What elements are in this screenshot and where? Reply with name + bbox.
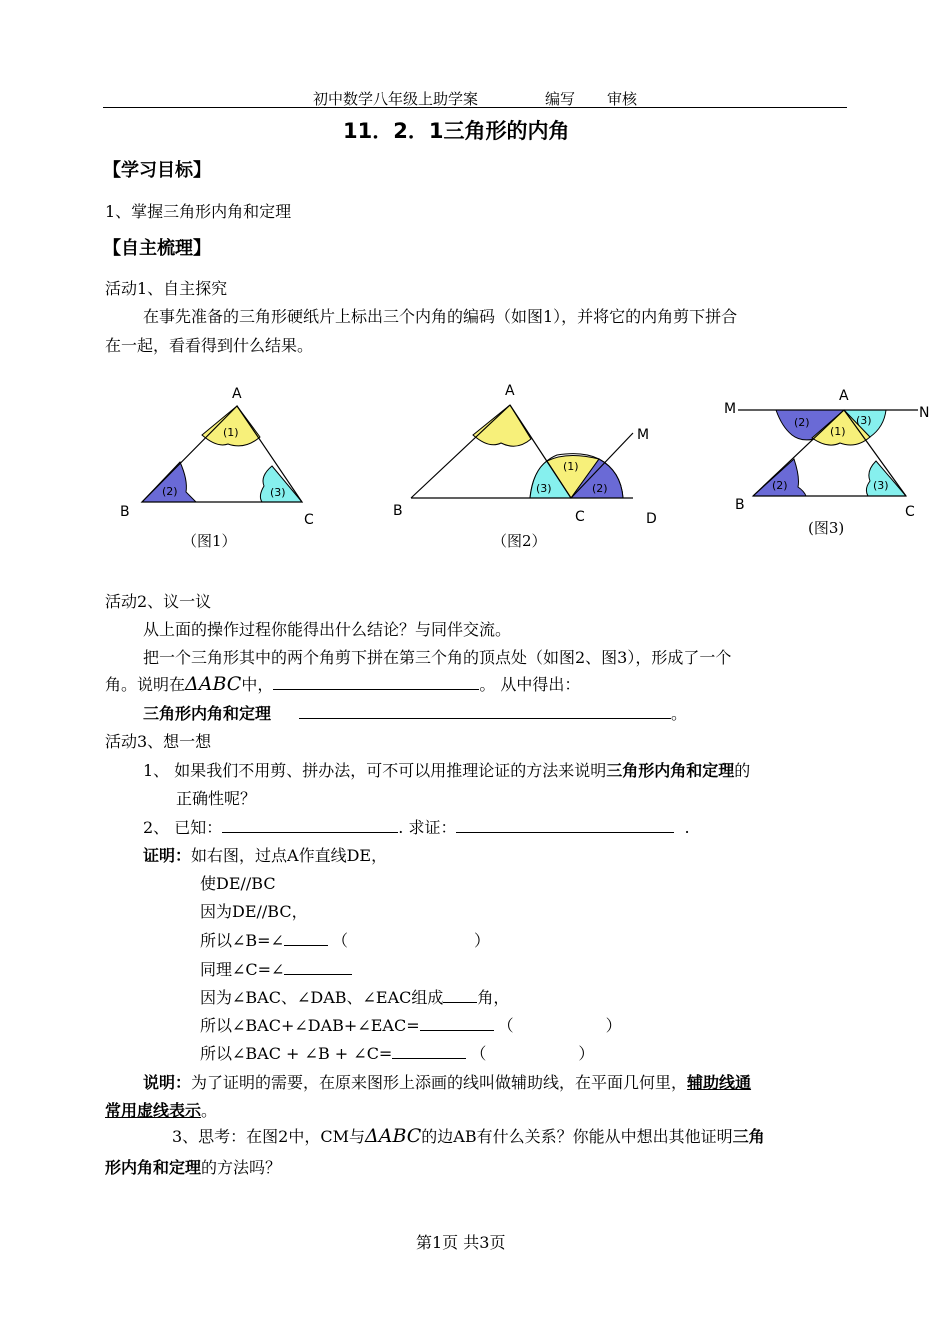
page-title: 11．2．1三角形的内角 xyxy=(343,119,570,143)
fig3-caption: (图3) xyxy=(808,519,845,537)
fig2-angle1-label: (1) xyxy=(563,460,579,473)
fig2-angle3-label: (3) xyxy=(536,482,552,495)
proof-step-6 xyxy=(200,1013,622,1036)
activity-2-heading: 活动2、议一议 xyxy=(105,592,212,611)
proof-step-3-paren-open: （ xyxy=(331,931,348,950)
fig1-caption: （图1） xyxy=(182,532,237,550)
proof-step-3-paren-close: ） xyxy=(474,931,491,950)
question-1-theorem: 三角形内角和定理 xyxy=(606,761,735,780)
proof-step-3-text: 所以∠B=∠ xyxy=(200,931,284,950)
fig3-angle3-label-top: (3) xyxy=(856,414,872,427)
fig1-label-b: B xyxy=(120,504,130,520)
fig1-label-a: A xyxy=(232,386,242,402)
figure-1 xyxy=(110,380,330,560)
fig1-angle2-label: (2) xyxy=(162,485,178,498)
proof-step-5-text: 因为∠BAC、∠DAB、∠EAC组成 xyxy=(200,988,444,1007)
proof-step-4-blank[interactable] xyxy=(284,960,352,975)
activity-1-line2: 在一起，看看得到什么结果。 xyxy=(105,336,314,355)
proof-step-7-text: 所以∠BAC + ∠B + ∠C= xyxy=(200,1044,393,1063)
question-2-end: . xyxy=(684,818,690,837)
question-1-tail: 的 xyxy=(734,761,751,780)
header-reviewer: 审核 xyxy=(607,90,638,108)
theorem-blank[interactable] xyxy=(299,704,671,719)
proof-step-4 xyxy=(200,957,352,980)
proof-step-7 xyxy=(200,1041,594,1064)
section-heading-goals: 【学习目标】 xyxy=(103,160,211,181)
fig3-label-b: B xyxy=(735,497,745,513)
activity-1-line1: 在事先准备的三角形硬纸片上标出三个内角的编码（如图1），并将它的内角剪下拼合 xyxy=(143,307,738,326)
fig2-label-d: D xyxy=(646,511,657,527)
fig3-label-n: N xyxy=(919,405,930,421)
page-footer: 第1页 共3页 xyxy=(416,1233,506,1252)
proof-step-6-blank[interactable] xyxy=(420,1016,494,1031)
question-3-end: 的方法吗？ xyxy=(201,1158,282,1177)
proof-step-3 xyxy=(200,928,490,951)
proof-step-2: 因为DE//BC， xyxy=(200,902,308,921)
fig1-label-c: C xyxy=(304,512,314,528)
fig2-line-ab xyxy=(411,405,510,498)
activity-2-line3 xyxy=(105,672,580,695)
proof-step-3-blank[interactable] xyxy=(284,931,328,946)
question-3-mid: 的边AB有什么关系？你能从中想出其他证明 xyxy=(421,1127,733,1146)
proof-step-6-paren-open: （ xyxy=(497,1016,514,1035)
activity-2-line1: 从上面的操作过程你能得出什么结论？与同伴交流。 xyxy=(143,620,512,639)
fig2-angle2-label: (2) xyxy=(592,482,608,495)
activity-2-line3-prefix: 角。说明在 xyxy=(105,675,186,694)
fig1-angle1-label: (1) xyxy=(223,426,239,439)
question-2-line xyxy=(143,815,690,838)
theorem-period: 。 xyxy=(671,704,688,723)
question-3-line2 xyxy=(105,1155,281,1178)
activity-2-line3-suffix: 。 从中得出： xyxy=(479,675,581,694)
proof-step-7-paren-open: （ xyxy=(470,1044,487,1063)
activity-2-line3-mid: 中， xyxy=(241,675,274,694)
note-label: 说明： xyxy=(143,1073,192,1092)
fig3-label-a: A xyxy=(839,388,849,404)
proof-step-7-blank[interactable] xyxy=(392,1044,466,1059)
proof-step-6-paren-close: ） xyxy=(605,1016,622,1035)
fig3-label-c: C xyxy=(905,504,915,520)
fig3-label-m: M xyxy=(724,401,737,417)
proof-step-5-tail: 角， xyxy=(477,988,510,1007)
proof-intro-line xyxy=(143,843,387,866)
proof-step-7-paren-close: ） xyxy=(578,1044,595,1063)
triangle-abc-symbol: ΔABC xyxy=(185,673,242,695)
fig2-label-m: M xyxy=(637,427,650,443)
question-1-line2: 正确性呢？ xyxy=(176,789,257,808)
question-1-line1 xyxy=(143,758,750,781)
header-editor: 编写 xyxy=(545,90,576,108)
question-3-line1 xyxy=(172,1124,765,1147)
activity-2-line2: 把一个三角形其中的两个角剪下拼在第三个角的顶点处（如图2、图3），形成了一个 xyxy=(143,648,732,667)
question-1-text: 1、 如果我们不用剪、拼办法，可不可以用推理论证的方法来说明 xyxy=(143,761,607,780)
note-emphasis-1: 辅助线通 xyxy=(687,1073,752,1092)
fig3-angle2-label-top: (2) xyxy=(794,416,810,429)
question-3-text: 3、思考：在图2中，CM与 xyxy=(172,1127,365,1146)
proof-step-5-blank[interactable] xyxy=(443,988,477,1003)
theorem-label: 三角形内角和定理 xyxy=(143,704,272,723)
note-line1 xyxy=(143,1070,751,1093)
note-end: 。 xyxy=(201,1101,218,1120)
question-2-given-label: 2、 已知： xyxy=(143,818,223,837)
proof-step-4-text: 同理∠C=∠ xyxy=(200,960,285,979)
theorem-line xyxy=(143,701,687,724)
fig3-angle1-label: (1) xyxy=(830,425,846,438)
header-rule xyxy=(103,107,847,108)
header-course: 初中数学八年级上助学案 xyxy=(313,90,479,108)
question-2-prove-label: . 求证： xyxy=(398,818,457,837)
fig3-angle2-label: (2) xyxy=(772,479,788,492)
question-3-triangle-symbol: ΔABC xyxy=(365,1125,422,1147)
proof-step-5 xyxy=(200,985,509,1008)
prove-blank[interactable] xyxy=(456,818,674,833)
fig2-angle1-yellow-top xyxy=(473,405,531,446)
fig2-caption: （图2） xyxy=(492,532,547,550)
note-line2 xyxy=(105,1098,217,1121)
activity-3-heading: 活动3、想一想 xyxy=(105,732,212,751)
activity-2-answer-blank[interactable] xyxy=(273,675,479,690)
proof-label: 证明： xyxy=(143,846,192,865)
note-text: 为了证明的需要，在原来图形上添画的线叫做辅助线，在平面几何里， xyxy=(191,1073,688,1092)
activity-1-heading: 活动1、自主探究 xyxy=(105,279,228,298)
question-3-bold-b: 形内角和定理 xyxy=(105,1158,202,1177)
fig3-angle3-label: (3) xyxy=(873,479,889,492)
fig2-label-c: C xyxy=(575,509,585,525)
proof-step-1: 使DE//BC xyxy=(200,874,276,893)
fig1-angle3-label: (3) xyxy=(270,486,286,499)
goal-item-1: 1、掌握三角形内角和定理 xyxy=(105,202,292,221)
note-emphasis-2: 常用虚线表示 xyxy=(105,1101,202,1120)
fig2-label-b: B xyxy=(393,503,403,519)
figure-2 xyxy=(385,375,670,560)
figure-3 xyxy=(720,385,942,545)
proof-intro: 如右图，过点A作直线DE， xyxy=(191,846,388,865)
proof-step-6-text: 所以∠BAC+∠DAB+∠EAC= xyxy=(200,1016,420,1035)
given-blank[interactable] xyxy=(222,818,398,833)
fig2-label-a: A xyxy=(505,383,515,399)
question-3-bold-a: 三角 xyxy=(732,1127,765,1146)
section-heading-self-study: 【自主梳理】 xyxy=(103,238,211,259)
